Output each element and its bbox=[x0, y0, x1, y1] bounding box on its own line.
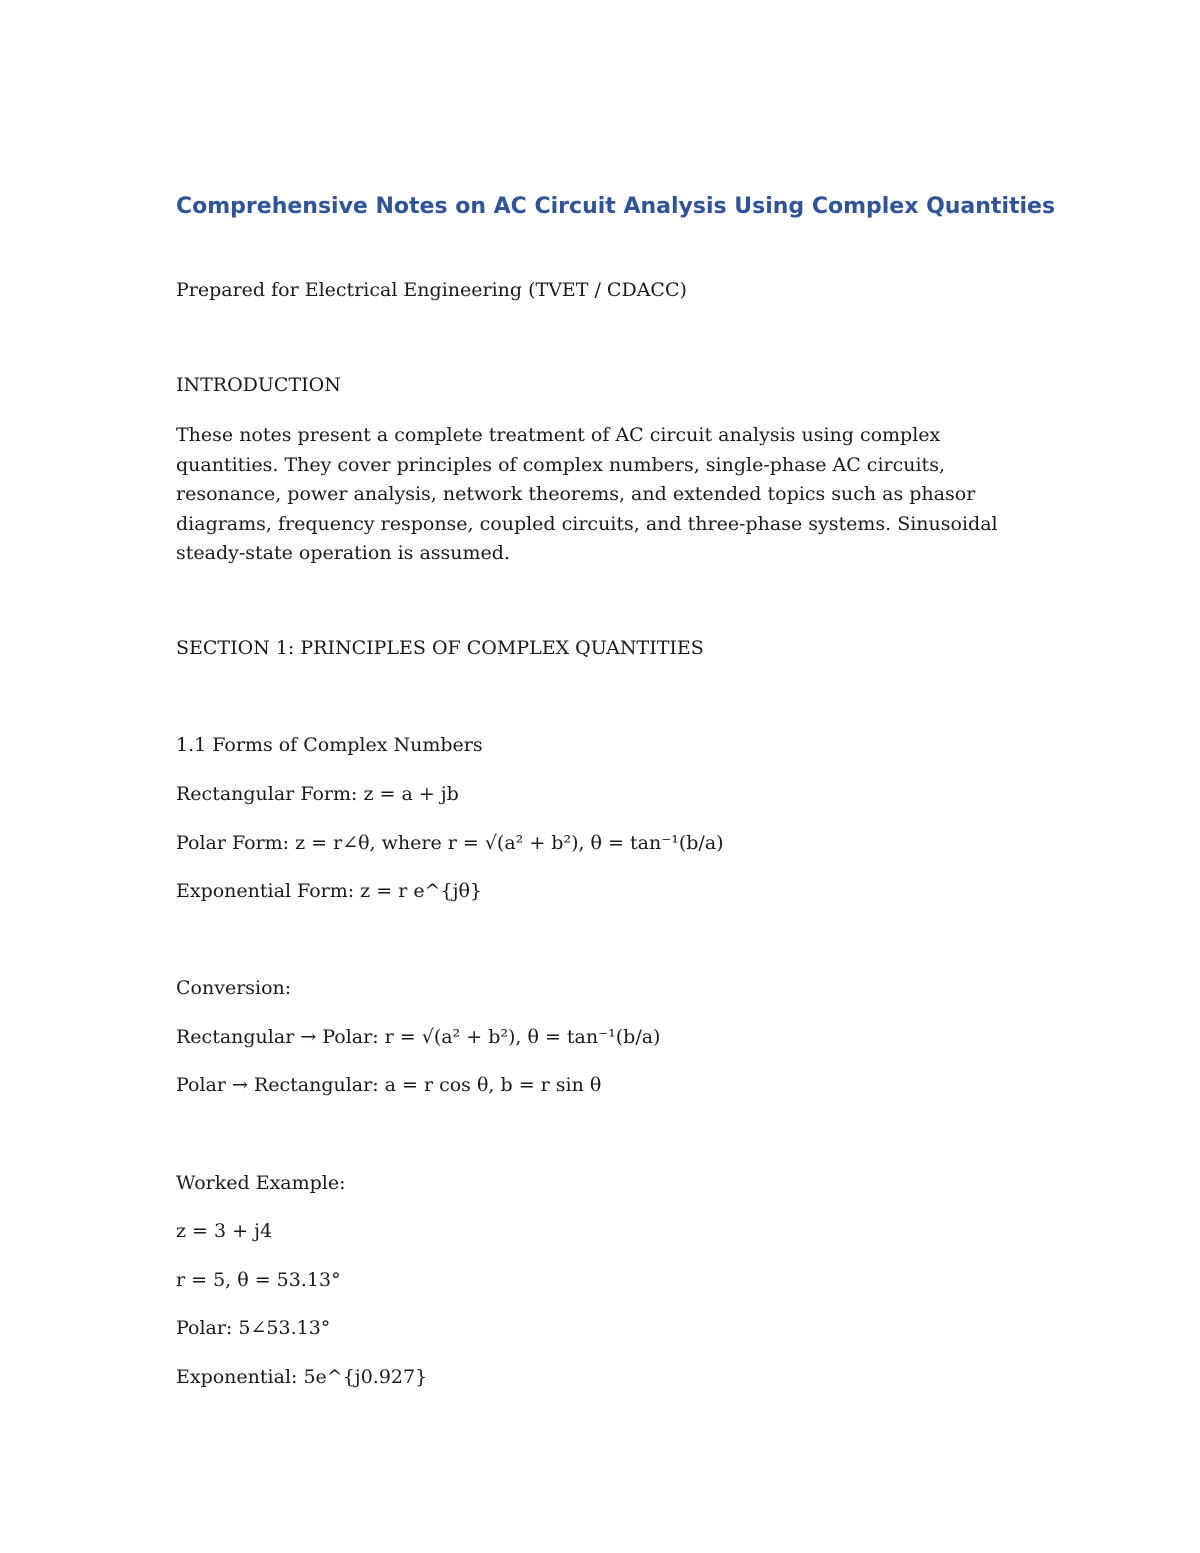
worked-example-heading: Worked Example: bbox=[176, 1172, 346, 1194]
example-exponential-line: Exponential: 5e^{j0.927} bbox=[176, 1366, 428, 1388]
subsection-1-1-heading: 1.1 Forms of Complex Numbers bbox=[176, 734, 483, 756]
rectangular-form-line: Rectangular Form: z = a + jb bbox=[176, 783, 459, 805]
introduction-heading: INTRODUCTION bbox=[176, 374, 341, 396]
conversion-rect-to-polar: Rectangular → Polar: r = √(a² + b²), θ = tan⁻¹(b/a) bbox=[176, 1026, 661, 1048]
example-z-line: z = 3 + j4 bbox=[176, 1220, 273, 1242]
introduction-paragraph: These notes present a complete treatment of AC circuit analysis using complex quantities. They cover principles of complex numbers, single-phase AC circuits, resonance, power analysis, network theorems, and extended topics such as phasor diagrams, frequency response, coupled circuits, and three-phase systems. Sinusoidal steady-state operation is assumed. bbox=[176, 424, 998, 564]
document-subtitle: Prepared for Electrical Engineering (TVET / CDACC) bbox=[176, 279, 687, 301]
document-title: Comprehensive Notes on AC Circuit Analysis Using Complex Quantities bbox=[176, 194, 1056, 219]
conversion-heading: Conversion: bbox=[176, 977, 292, 999]
polar-form-line: Polar Form: z = r∠θ, where r = √(a² + b²), θ = tan⁻¹(b/a) bbox=[176, 832, 724, 854]
conversion-polar-to-rect: Polar → Rectangular: a = r cos θ, b = r sin θ bbox=[176, 1074, 602, 1096]
exponential-form-line: Exponential Form: z = r e^{jθ} bbox=[176, 880, 482, 902]
example-r-theta-line: r = 5, θ = 53.13° bbox=[176, 1269, 341, 1291]
example-polar-line: Polar: 5∠53.13° bbox=[176, 1317, 331, 1339]
section-1-heading: SECTION 1: PRINCIPLES OF COMPLEX QUANTITIES bbox=[176, 637, 704, 659]
